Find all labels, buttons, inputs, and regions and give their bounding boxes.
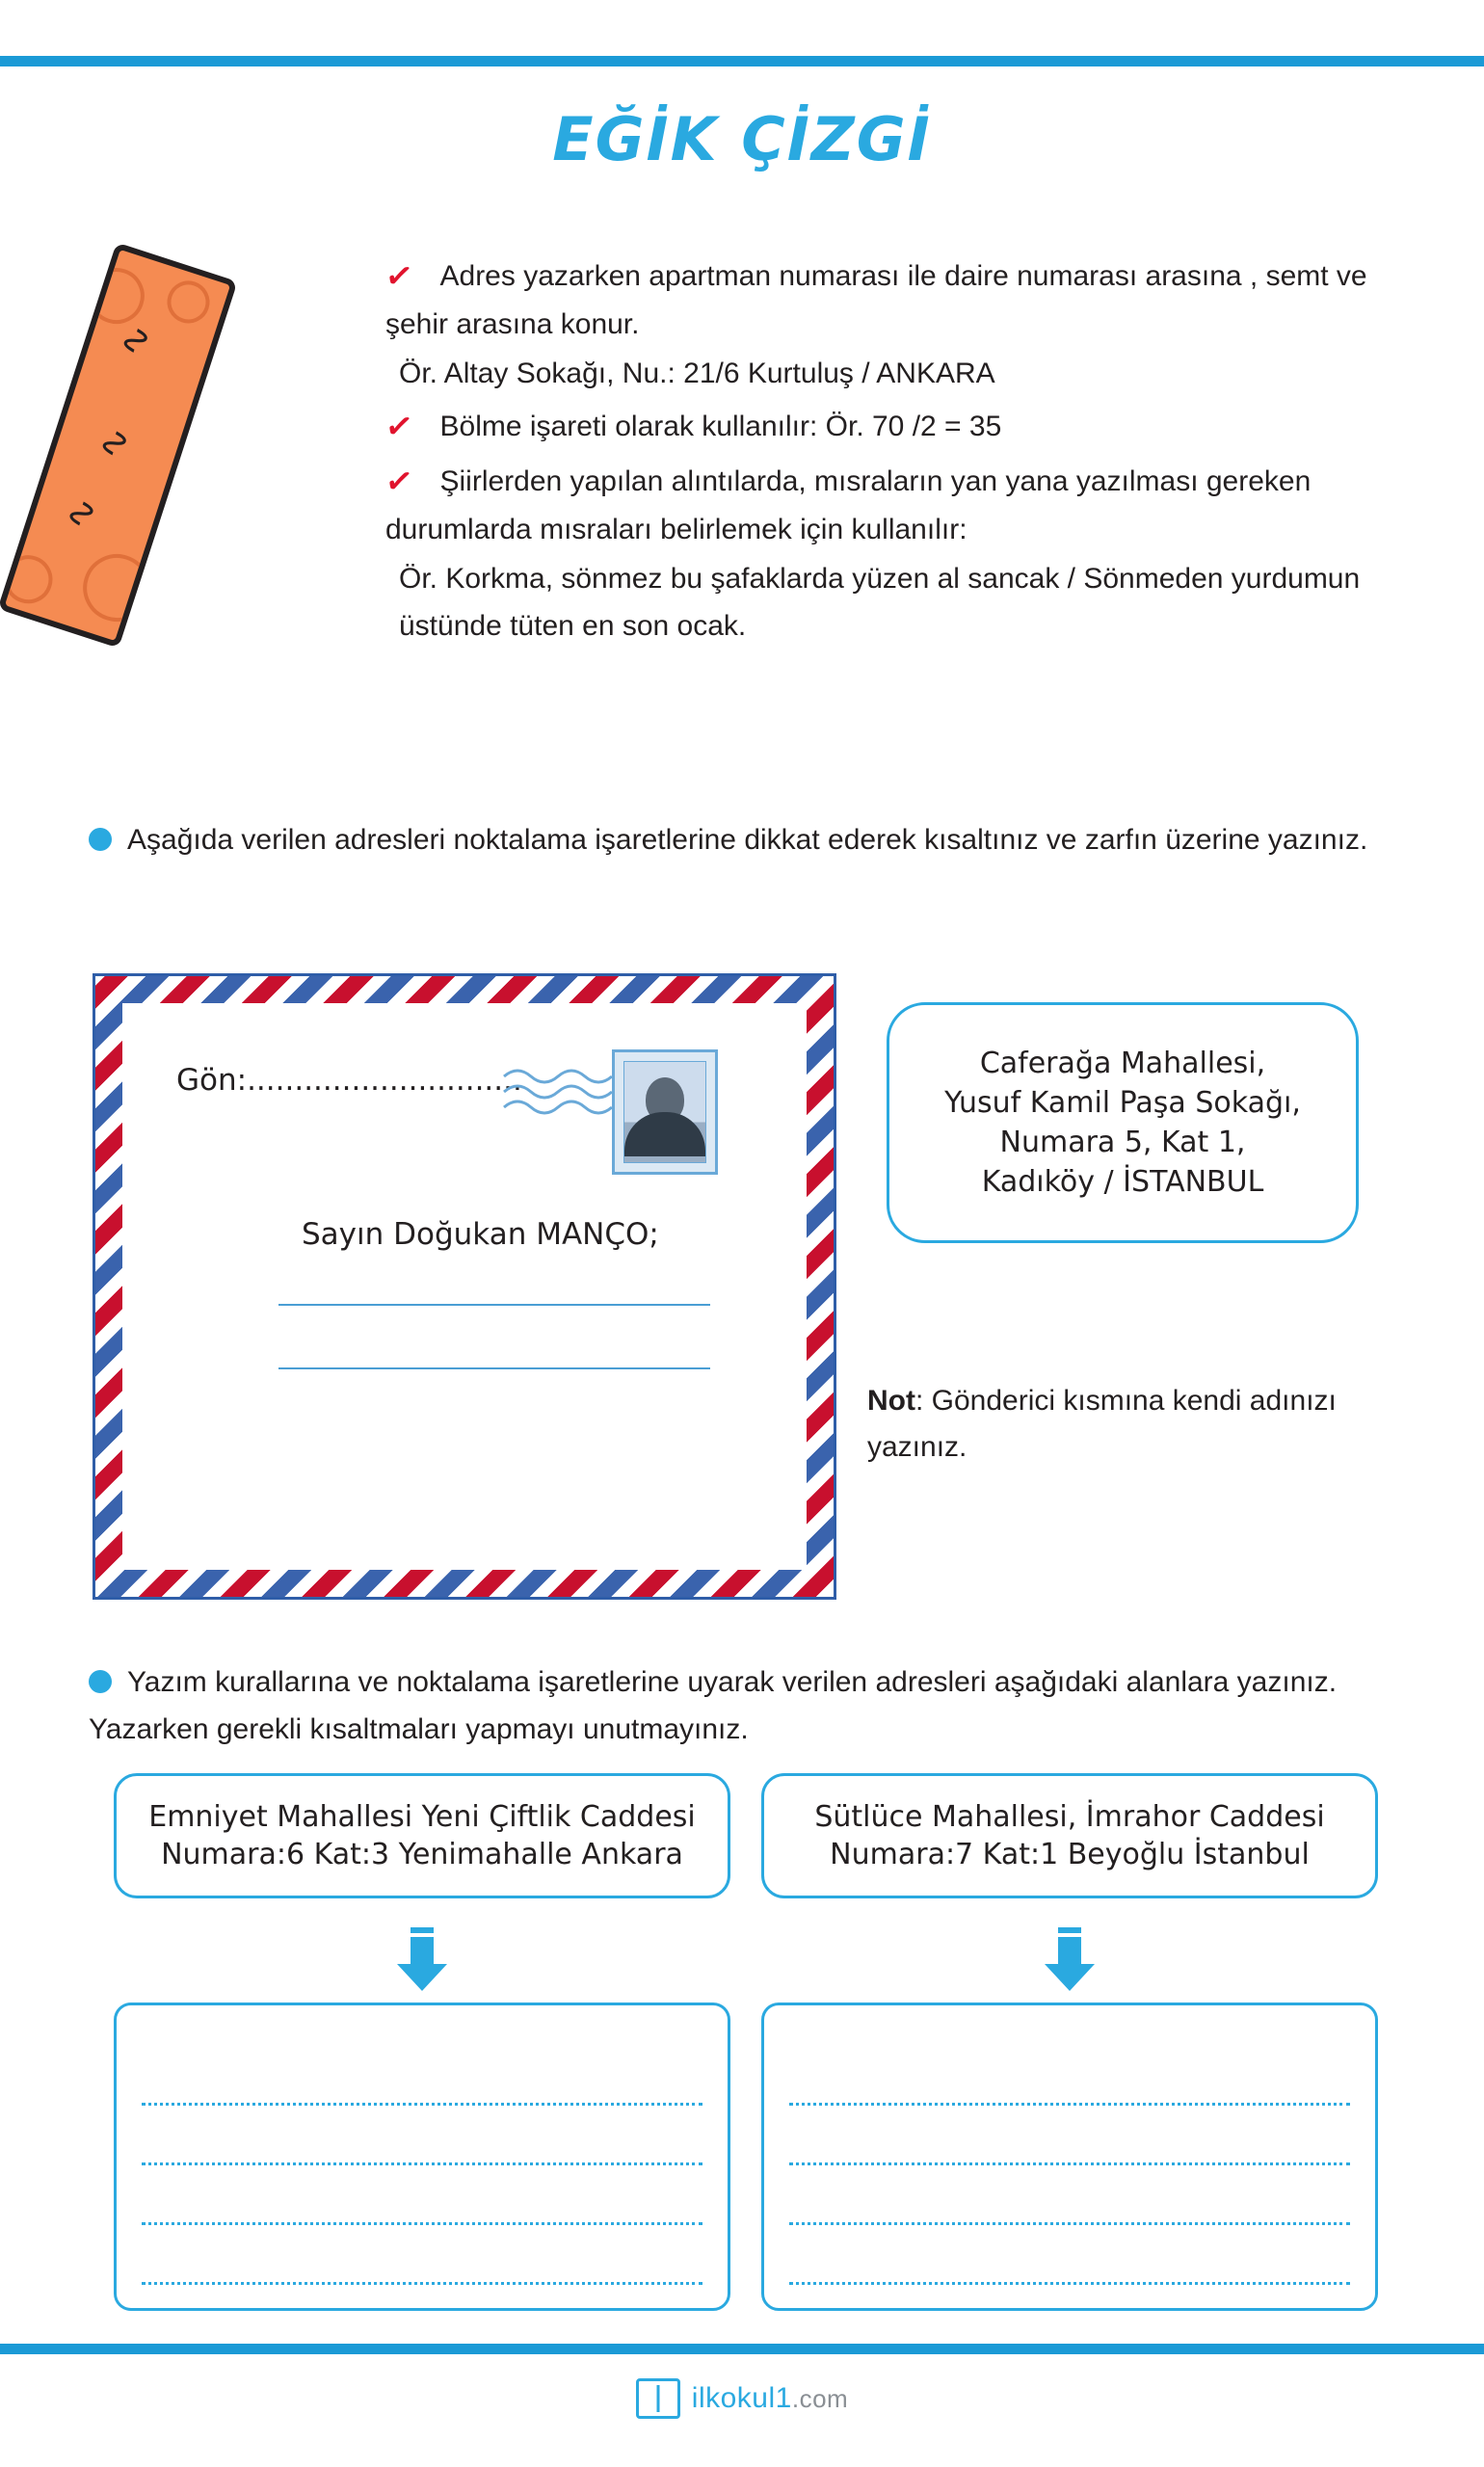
callout-line: Kadıköy / İSTANBUL xyxy=(981,1165,1264,1199)
address-line: Numara:7 Kat:1 Beyoğlu İstanbul xyxy=(830,1838,1310,1871)
bullet-icon xyxy=(89,1670,112,1693)
address-line: Numara:6 Kat:3 Yenimahalle Ankara xyxy=(161,1838,683,1871)
page-title: EĞİK ÇİZGİ xyxy=(552,104,932,174)
address-task-1 xyxy=(114,1773,730,1898)
instruction-second: Yazım kurallarına ve noktalama işaretlerine uyarak verilen adresleri aşağıdaki alanlara yazınız. Yazarken gerekli kısaltmaları yapmayı unutmayınız. xyxy=(89,1666,1338,1745)
envelope-write-line[interactable] xyxy=(278,1304,710,1306)
check-icon: ✓ xyxy=(383,407,416,448)
envelope-inner xyxy=(122,1003,807,1570)
rule-example-3: Ör. Korkma, sönmez bu şafaklarda yüzen al sancak / Sönmeden yurdumun üstünde tüten en son ocak. xyxy=(399,563,1361,642)
answer-line[interactable] xyxy=(789,2106,1350,2165)
check-icon: ✓ xyxy=(383,256,416,297)
wiggle-decor: ∿ xyxy=(55,491,109,537)
callout-line: Caferağa Mahallesi, xyxy=(979,1047,1266,1080)
brand-name: ilkokul1.com xyxy=(691,2382,849,2414)
note-label: Not xyxy=(867,1385,915,1417)
rule-item-1: ✓ Adres yazarken apartman numarası ile daire numarası arasına , semt ve şehir arasına konur. xyxy=(385,249,1409,349)
callout-address xyxy=(887,1002,1359,1243)
check-icon: ✓ xyxy=(383,462,416,503)
answer-area-1[interactable] xyxy=(114,2003,730,2311)
postage-stamp-icon xyxy=(612,1049,718,1175)
swirl-decor xyxy=(0,549,59,610)
note-body: : Gönderici kısmına kendi adınızı yazınız. xyxy=(867,1385,1337,1463)
wiggle-decor: ∿ xyxy=(110,318,163,363)
top-rule xyxy=(0,56,1484,66)
answer-area-2[interactable] xyxy=(761,2003,1378,2311)
rule-example-1: Ör. Altay Sokağı, Nu.: 21/6 Kurtuluş / ANKARA xyxy=(399,357,995,389)
note-text xyxy=(867,1378,1388,1471)
address-line: Emniyet Mahallesi Yeni Çiftlik Caddesi xyxy=(148,1800,696,1834)
footer-logo xyxy=(0,2378,1484,2419)
envelope-write-line[interactable] xyxy=(278,1367,710,1369)
wiggle-decor: ∿ xyxy=(89,421,142,466)
envelope-recipient: Sayın Doğukan MANÇO; xyxy=(302,1217,659,1252)
down-arrow-icon xyxy=(393,1925,451,1993)
answer-line[interactable] xyxy=(142,2165,702,2225)
rule-item-3: ✓ Şiirlerden yapılan alıntılarda, mısraların yan yana yazılması gereken durumlarda mısraları belirlemek için kullanılır: xyxy=(385,454,1409,554)
bottom-rule xyxy=(0,2344,1484,2354)
answer-line[interactable] xyxy=(142,2046,702,2106)
callout-line: Numara 5, Kat 1, xyxy=(999,1126,1246,1159)
envelope-sender-label[interactable]: Gön:............................. xyxy=(176,1063,522,1098)
envelope xyxy=(93,973,836,1600)
stamp-portrait xyxy=(623,1061,706,1163)
portrait-body xyxy=(624,1112,705,1156)
book-logo-icon xyxy=(636,2378,680,2419)
postmark-waves-icon xyxy=(500,1063,616,1130)
answer-line[interactable] xyxy=(789,2165,1350,2225)
callout-line: Yusuf Kamil Paşa Sokağı, xyxy=(944,1086,1301,1120)
rules-block xyxy=(385,249,1409,651)
answer-line[interactable] xyxy=(789,2046,1350,2106)
address-line: Sütlüce Mahallesi, İmrahor Caddesi xyxy=(814,1800,1325,1834)
down-arrow-icon xyxy=(1041,1925,1099,1993)
bullet-icon xyxy=(89,828,112,851)
rule-item-2: ✓ Bölme işareti olarak kullanılır: Ör. 70 /2 = 35 xyxy=(385,399,1409,452)
swirl-decor xyxy=(74,545,159,630)
instruction-first: Aşağıda verilen adresleri noktalama işaretlerine dikkat ederek kısaltınız ve zarfın üzerine yazınız. xyxy=(89,817,1428,864)
swirl-decor xyxy=(162,276,215,329)
swirl-decor xyxy=(81,261,151,332)
ruler-illustration xyxy=(0,242,238,648)
answer-line[interactable] xyxy=(142,2225,702,2285)
address-task-2 xyxy=(761,1773,1378,1898)
answer-line[interactable] xyxy=(142,2106,702,2165)
answer-line[interactable] xyxy=(789,2225,1350,2285)
